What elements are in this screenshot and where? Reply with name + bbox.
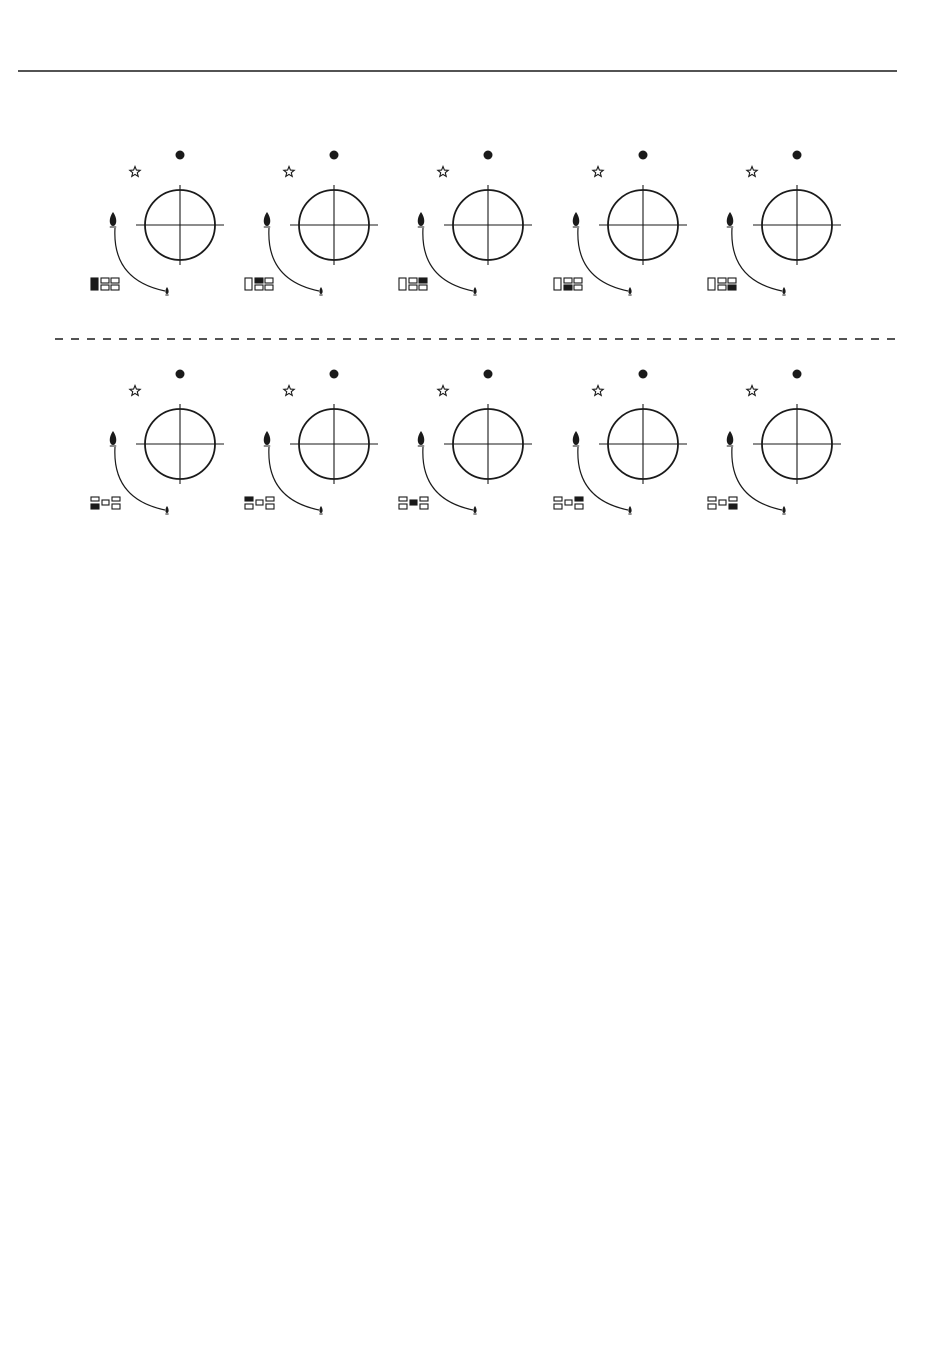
large-flame-icon bbox=[110, 431, 116, 445]
large-flame-icon bbox=[110, 212, 116, 226]
small-flame-icon bbox=[165, 287, 168, 294]
large-flame-icon bbox=[264, 212, 270, 226]
star-icon bbox=[593, 167, 603, 177]
star-icon bbox=[130, 167, 140, 177]
burner-cell-top-left bbox=[718, 278, 726, 283]
burner-cell-bottom-left bbox=[554, 504, 562, 509]
burner-cell-bottom-left bbox=[245, 504, 253, 509]
knob-unit bbox=[708, 151, 841, 296]
rotation-arc bbox=[423, 228, 473, 291]
rotation-arc bbox=[732, 228, 782, 291]
burner-cell-top-left bbox=[245, 497, 253, 501]
rotation-arc bbox=[115, 228, 165, 291]
burner-cell-top-left bbox=[255, 278, 263, 283]
large-flame-icon bbox=[573, 212, 579, 226]
burner-cell-bottom-right bbox=[266, 504, 274, 509]
burner-cell-bottom-left bbox=[101, 285, 109, 290]
burner-cell-top-right bbox=[111, 278, 119, 283]
small-flame-icon bbox=[319, 287, 322, 294]
knob-unit bbox=[708, 370, 841, 515]
burner-cell-bottom-left bbox=[399, 504, 407, 509]
star-icon bbox=[747, 167, 757, 177]
small-flame-icon bbox=[782, 506, 785, 513]
burner-cell-bottom-right bbox=[112, 504, 120, 509]
rotation-arc bbox=[578, 228, 628, 291]
burner-cell-top-left bbox=[409, 278, 417, 283]
burner-cell-left bbox=[399, 278, 406, 290]
knob-unit bbox=[399, 151, 532, 296]
burner-cell-bottom-left bbox=[255, 285, 263, 290]
burner-cell-bottom-left bbox=[708, 504, 716, 509]
burner-cell-top-left bbox=[564, 278, 572, 283]
filled-dot-icon bbox=[176, 370, 185, 379]
star-icon bbox=[284, 386, 294, 396]
small-flame-icon bbox=[473, 287, 476, 294]
burner-cell-center bbox=[719, 500, 726, 505]
star-icon bbox=[593, 386, 603, 396]
burner-cell-bottom-right bbox=[729, 504, 737, 509]
burner-cell-top-right bbox=[266, 497, 274, 501]
burner-cell-bottom-left bbox=[718, 285, 726, 290]
large-flame-icon bbox=[727, 431, 733, 445]
burner-cell-bottom-left bbox=[564, 285, 572, 290]
star-icon bbox=[284, 167, 294, 177]
rotation-arc bbox=[115, 447, 165, 510]
burner-cell-left bbox=[554, 278, 561, 290]
burner-cell-center bbox=[256, 500, 263, 505]
large-flame-icon bbox=[418, 212, 424, 226]
large-flame-icon bbox=[727, 212, 733, 226]
knob-unit bbox=[554, 151, 687, 296]
rotation-arc bbox=[578, 447, 628, 510]
knob-group bbox=[91, 151, 841, 515]
burner-cell-center bbox=[410, 500, 417, 505]
filled-dot-icon bbox=[484, 370, 493, 379]
rotation-arc bbox=[423, 447, 473, 510]
small-flame-icon bbox=[319, 506, 322, 513]
small-flame-icon bbox=[473, 506, 476, 513]
star-icon bbox=[747, 386, 757, 396]
large-flame-icon bbox=[418, 431, 424, 445]
small-flame-icon bbox=[628, 506, 631, 513]
small-flame-icon bbox=[165, 506, 168, 513]
filled-dot-icon bbox=[793, 151, 802, 160]
burner-cell-bottom-left bbox=[409, 285, 417, 290]
burner-cell-top-right bbox=[729, 497, 737, 501]
burner-cell-top-right bbox=[420, 497, 428, 501]
knob-unit bbox=[91, 370, 224, 515]
star-icon bbox=[438, 167, 448, 177]
burner-cell-bottom-right bbox=[574, 285, 582, 290]
filled-dot-icon bbox=[330, 370, 339, 379]
burner-cell-bottom-right bbox=[419, 285, 427, 290]
burner-cell-bottom-right bbox=[420, 504, 428, 509]
knob-unit bbox=[91, 151, 224, 296]
burner-cell-top-right bbox=[728, 278, 736, 283]
star-icon bbox=[130, 386, 140, 396]
burner-cell-left bbox=[708, 278, 715, 290]
burner-cell-top-left bbox=[101, 278, 109, 283]
rotation-arc bbox=[269, 447, 319, 510]
knob-unit bbox=[245, 370, 378, 515]
burner-cell-center bbox=[565, 500, 572, 505]
filled-dot-icon bbox=[176, 151, 185, 160]
burner-cell-bottom-right bbox=[265, 285, 273, 290]
burner-cell-left bbox=[91, 278, 98, 290]
burner-cell-top-left bbox=[399, 497, 407, 501]
burner-cell-bottom-right bbox=[111, 285, 119, 290]
burner-cell-bottom-right bbox=[575, 504, 583, 509]
filled-dot-icon bbox=[793, 370, 802, 379]
rotation-arc bbox=[269, 228, 319, 291]
burner-cell-top-left bbox=[91, 497, 99, 501]
burner-cell-top-left bbox=[554, 497, 562, 501]
filled-dot-icon bbox=[330, 151, 339, 160]
burner-cell-bottom-left bbox=[91, 504, 99, 509]
knob-unit bbox=[554, 370, 687, 515]
burner-cell-bottom-right bbox=[728, 285, 736, 290]
filled-dot-icon bbox=[639, 151, 648, 160]
small-flame-icon bbox=[782, 287, 785, 294]
burner-cell-top-left bbox=[708, 497, 716, 501]
filled-dot-icon bbox=[484, 151, 493, 160]
rotation-arc bbox=[732, 447, 782, 510]
large-flame-icon bbox=[573, 431, 579, 445]
burner-cell-left bbox=[245, 278, 252, 290]
burner-cell-top-right bbox=[574, 278, 582, 283]
knob-unit bbox=[245, 151, 378, 296]
burner-cell-top-right bbox=[112, 497, 120, 501]
burner-cell-center bbox=[102, 500, 109, 505]
star-icon bbox=[438, 386, 448, 396]
burner-cell-top-right bbox=[265, 278, 273, 283]
knob-unit bbox=[399, 370, 532, 515]
burner-cell-top-right bbox=[419, 278, 427, 283]
burner-cell-top-right bbox=[575, 497, 583, 501]
large-flame-icon bbox=[264, 431, 270, 445]
filled-dot-icon bbox=[639, 370, 648, 379]
small-flame-icon bbox=[628, 287, 631, 294]
